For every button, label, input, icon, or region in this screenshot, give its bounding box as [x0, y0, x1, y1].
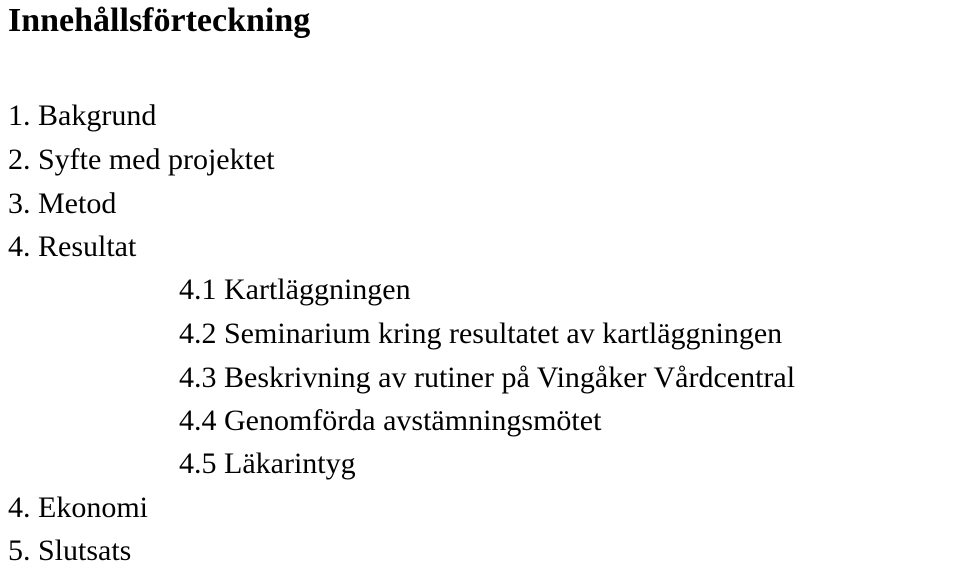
toc-subitem-rutiner: 4.3 Beskrivning av rutiner på Vingåker Vårdcentral: [179, 361, 796, 394]
toc-subitem-lakarintyg: 4.5 Läkarintyg: [179, 447, 356, 480]
toc-subitem-kartlaggningen: 4.1 Kartläggningen: [179, 273, 411, 306]
toc-item-resultat: 4. Resultat: [8, 230, 137, 263]
toc-subitem-seminarium: 4.2 Seminarium kring resultatet av kartläggningen: [179, 317, 783, 350]
toc-item-metod: 3. Metod: [8, 187, 117, 220]
toc-item-bakgrund: 1. Bakgrund: [8, 99, 157, 132]
toc-item-ekonomi: 4. Ekonomi: [8, 491, 148, 524]
toc-item-syfte: 2. Syfte med projektet: [8, 143, 275, 176]
page-title: Innehållsförteckning: [8, 2, 311, 39]
toc-subitem-avstamningsmotet: 4.4 Genomförda avstämningsmötet: [179, 404, 602, 437]
toc-item-slutsats: 5. Slutsats: [8, 534, 132, 567]
